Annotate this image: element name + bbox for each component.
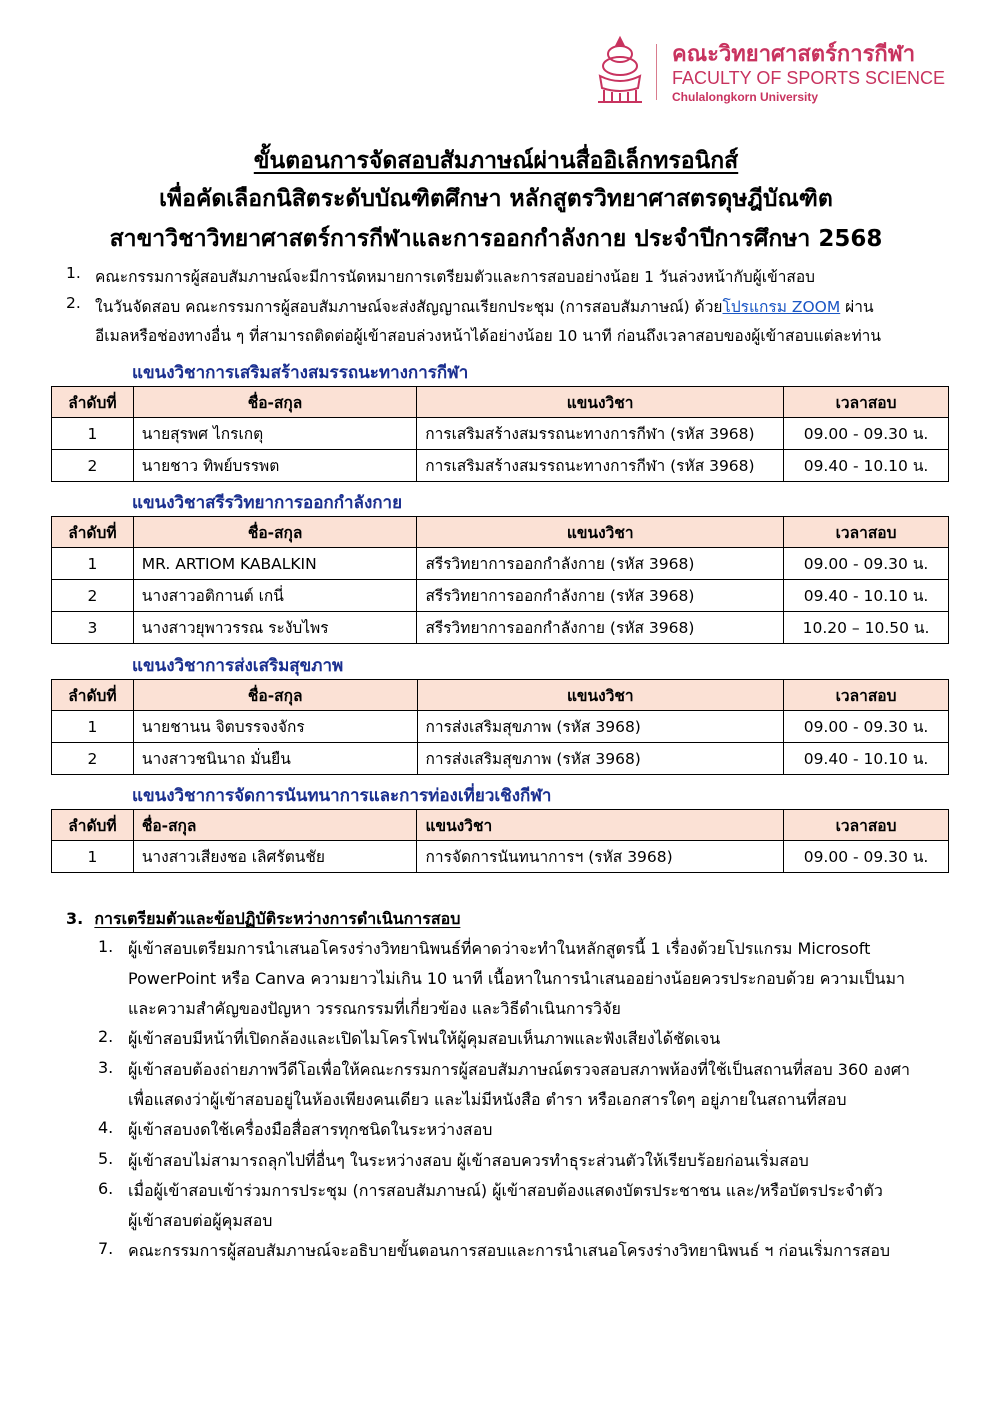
cell-time: 09.40 - 10.10 น. bbox=[784, 450, 949, 482]
step-2-text-a: ในวันจัดสอบ คณะกรรมการผู้สอบสัมภาษณ์จะส่งสัญญาณเรียกประชุม (การสอบสัมภาษณ์) ด้วย bbox=[95, 298, 723, 316]
step-1-text: คณะกรรมการผู้สอบสัมภาษณ์จะมีการนัดหมายการเตรียมตัวและการสอบอย่างน้อย 1 วันล่วงหน้ากับผู้เข้าสอบ bbox=[95, 268, 816, 286]
cell-track: การจัดการนันทนาการฯ (รหัส 3968) bbox=[417, 841, 784, 873]
university-name: Chulalongkorn University bbox=[672, 90, 819, 104]
cell-track: การส่งเสริมสุขภาพ (รหัส 3968) bbox=[417, 743, 784, 775]
rule-2-line-1: ผู้เข้าสอบมีหน้าที่เปิดกล้องและเปิดไมโครโฟนให้ผู้คุมสอบเห็นภาพและฟังเสียงได้ชัดเจน bbox=[128, 1029, 721, 1048]
cell-order: 1 bbox=[52, 711, 134, 743]
table-row bbox=[52, 548, 949, 580]
rule-3-line-2: เพื่อแสดงว่าผู้เข้าสอบอยู่ในห้องเพียงคนเดียว และไม่มีหนังสือ ตำรา หรือเอกสารใดๆ อยู่ภายในสถานที่สอบ bbox=[128, 1090, 847, 1109]
schedule-table-health-promotion bbox=[51, 679, 949, 775]
cell-name: MR. ARTIOM KABALKIN bbox=[133, 548, 417, 580]
header-order: ลำดับที่ bbox=[52, 517, 134, 548]
rules-heading-text: การเตรียมตัวและข้อปฏิบัติระหว่างการดำเนินการสอบ bbox=[94, 909, 461, 928]
header-time: เวลาสอบ bbox=[784, 810, 949, 841]
rule-6-line-1: เมื่อผู้เข้าสอบเข้าร่วมการประชุม (การสอบสัมภาษณ์) ผู้เข้าสอบต้องแสดงบัตรประชาชน และ/หรือบัตรประจำตัว bbox=[128, 1181, 883, 1200]
faculty-name-english: FACULTY OF SPORTS SCIENCE bbox=[672, 68, 946, 88]
table-row bbox=[52, 612, 949, 644]
document-subtitle: เพื่อคัดเลือกนิสิตระดับบัณฑิตศึกษา หลักสูตรวิทยาศาสตรดุษฎีบัณฑิต bbox=[159, 186, 833, 212]
rule-6-number: 6. bbox=[98, 1179, 114, 1198]
cell-track: การเสริมสร้างสมรรถนะทางการกีฬา (รหัส 3968) bbox=[417, 418, 784, 450]
cell-time: 10.20 – 10.50 น. bbox=[784, 612, 949, 644]
cell-order: 2 bbox=[52, 450, 134, 482]
section-title-health-promotion: แขนงวิชาการส่งเสริมสุขภาพ bbox=[132, 656, 344, 676]
table-header-row bbox=[52, 517, 949, 548]
rule-1-line-1: ผู้เข้าสอบเตรียมการนำเสนอโครงร่างวิทยานิพนธ์ที่คาดว่าจะทำในหลักสูตรนี้ 1 เรื่องด้วยโปรแกรม Microsoft bbox=[128, 939, 871, 958]
cell-track: สรีรวิทยาการออกกำลังกาย (รหัส 3968) bbox=[417, 548, 784, 580]
cell-time: 09.40 - 10.10 น. bbox=[784, 580, 949, 612]
rule-5-number: 5. bbox=[98, 1149, 114, 1168]
header-time: เวลาสอบ bbox=[784, 517, 949, 548]
rules-heading bbox=[66, 907, 460, 932]
cell-name: นางสาวเสียงชอ เลิศรัตนชัย bbox=[133, 841, 417, 873]
chula-emblem-icon bbox=[594, 34, 646, 106]
cell-time: 09.00 - 09.30 น. bbox=[784, 418, 949, 450]
cell-track: การส่งเสริมสุขภาพ (รหัส 3968) bbox=[417, 711, 784, 743]
zoom-program-link[interactable]: โปรแกรม ZOOM bbox=[722, 298, 841, 316]
rule-7-number: 7. bbox=[98, 1239, 114, 1258]
cell-order: 1 bbox=[52, 841, 134, 873]
header-time: เวลาสอบ bbox=[784, 680, 949, 711]
cell-order: 3 bbox=[52, 612, 134, 644]
cell-track: สรีรวิทยาการออกกำลังกาย (รหัส 3968) bbox=[417, 580, 784, 612]
rule-5-line-1: ผู้เข้าสอบไม่สามารถลุกไปที่อื่นๆ ในระหว่างสอบ ผู้เข้าสอบควรทำธุระส่วนตัวให้เรียบร้อยก่อนเริ่มสอบ bbox=[128, 1151, 809, 1170]
table-row bbox=[52, 418, 949, 450]
cell-name: นางสาวอติกานต์ เกนี่ bbox=[133, 580, 417, 612]
logo-divider bbox=[656, 44, 657, 100]
cell-track: สรีรวิทยาการออกกำลังกาย (รหัส 3968) bbox=[417, 612, 784, 644]
rule-7-line-1: คณะกรรมการผู้สอบสัมภาษณ์จะอธิบายขั้นตอนการสอบและการนำเสนอโครงร่างวิทยานิพนธ์ ฯ ก่อนเริ่มการสอบ bbox=[128, 1241, 891, 1260]
cell-track: การเสริมสร้างสมรรถนะทางการกีฬา (รหัส 3968) bbox=[417, 450, 784, 482]
rule-4-number: 4. bbox=[98, 1118, 114, 1137]
cell-order: 1 bbox=[52, 548, 134, 580]
faculty-logo bbox=[594, 34, 954, 108]
header-time: เวลาสอบ bbox=[784, 387, 949, 418]
rule-1-number: 1. bbox=[98, 937, 114, 956]
rule-4-line-1: ผู้เข้าสอบงดใช้เครื่องมือสื่อสารทุกชนิดในระหว่างสอบ bbox=[128, 1120, 493, 1139]
table-row bbox=[52, 841, 949, 873]
rule-6-line-2: ผู้เข้าสอบต่อผู้คุมสอบ bbox=[128, 1211, 273, 1230]
step-2-text-b: ผ่าน bbox=[840, 298, 874, 316]
table-row bbox=[52, 743, 949, 775]
cell-name: นางสาวยุพาวรรณ ระงับไพร bbox=[133, 612, 417, 644]
rule-1-line-3: และความสำคัญของปัญหา วรรณกรรมที่เกี่ยวข้อง และวิธีดำเนินการวิจัย bbox=[128, 999, 621, 1018]
table-header-row bbox=[52, 387, 949, 418]
header-name: ชื่อ-สกุล bbox=[133, 680, 417, 711]
document-title: ขั้นตอนการจัดสอบสัมภาษณ์ผ่านสื่ออิเล็กทรอนิกส์ bbox=[253, 148, 739, 174]
step-2-text-continued: อีเมลหรือช่องทางอื่น ๆ ที่สามารถติดต่อผู้เข้าสอบล่วงหน้าได้อย่างน้อย 10 นาที ก่อนถึงเวลาสอบของผู้เข้าสอบแต่ละท่าน bbox=[95, 327, 881, 345]
header-order: ลำดับที่ bbox=[52, 387, 134, 418]
header-track: แขนงวิชา bbox=[417, 387, 784, 418]
cell-time: 09.00 - 09.30 น. bbox=[784, 711, 949, 743]
table-row bbox=[52, 450, 949, 482]
header-order: ลำดับที่ bbox=[52, 680, 134, 711]
header-track: แขนงวิชา bbox=[417, 810, 784, 841]
header-track: แขนงวิชา bbox=[417, 517, 784, 548]
header-order: ลำดับที่ bbox=[52, 810, 134, 841]
cell-order: 2 bbox=[52, 743, 134, 775]
rule-3-line-1: ผู้เข้าสอบต้องถ่ายภาพวีดีโอเพื่อให้คณะกรรมการผู้สอบสัมภาษณ์ตรวจสอบสภาพห้องที่ใช้เป็นสถานที่สอบ 360 องศา bbox=[128, 1060, 910, 1079]
cell-name: นางสาวชนินาถ มั่นยืน bbox=[133, 743, 417, 775]
schedule-table-sport-performance bbox=[51, 386, 949, 482]
document-program: สาขาวิชาวิทยาศาสตร์การกีฬาและการออกกำลังกาย ประจำปีการศึกษา 2568 bbox=[109, 226, 883, 252]
cell-time: 09.00 - 09.30 น. bbox=[784, 548, 949, 580]
step-2-text bbox=[95, 294, 874, 319]
cell-name: นายชาว ทิพย์บรรพต bbox=[133, 450, 416, 482]
table-header-row bbox=[52, 810, 949, 841]
step-2-number: 2. bbox=[66, 294, 81, 312]
section-title-exercise-physiology: แขนงวิชาสรีรวิทยาการออกกำลังกาย bbox=[132, 493, 403, 513]
rule-2-number: 2. bbox=[98, 1027, 114, 1046]
table-header-row bbox=[52, 680, 949, 711]
header-name: ชื่อ-สกุล bbox=[133, 810, 417, 841]
table-row bbox=[52, 711, 949, 743]
section-title-sport-performance: แขนงวิชาการเสริมสร้างสมรรถนะทางการกีฬา bbox=[132, 363, 469, 383]
rule-1-line-2: PowerPoint หรือ Canva ความยาวไม่เกิน 10 นาที เนื้อหาในการนำเสนออย่างน้อยควรประกอบด้วย ความเป็นมา bbox=[128, 969, 906, 988]
step-1-number: 1. bbox=[66, 264, 81, 282]
table-row bbox=[52, 580, 949, 612]
header-name: ชื่อ-สกุล bbox=[133, 517, 417, 548]
section-title-recreation-management: แขนงวิชาการจัดการนันทนาการและการท่องเที่ยวเชิงกีฬา bbox=[132, 786, 552, 806]
cell-order: 1 bbox=[52, 418, 134, 450]
schedule-table-recreation-management bbox=[51, 809, 949, 873]
cell-order: 2 bbox=[52, 580, 134, 612]
schedule-table-exercise-physiology bbox=[51, 516, 949, 644]
cell-time: 09.40 - 10.10 น. bbox=[784, 743, 949, 775]
rule-3-number: 3. bbox=[98, 1058, 114, 1077]
cell-time: 09.00 - 09.30 น. bbox=[784, 841, 949, 873]
cell-name: นายสุรพศ ไกรเกตุ bbox=[133, 418, 416, 450]
header-track: แขนงวิชา bbox=[417, 680, 784, 711]
header-name: ชื่อ-สกุล bbox=[133, 387, 416, 418]
faculty-name-thai: คณะวิทยาศาสตร์การกีฬา bbox=[672, 42, 916, 67]
rules-heading-number: 3. bbox=[66, 909, 84, 928]
cell-name: นายชานน จิตบรรจงจักร bbox=[133, 711, 417, 743]
